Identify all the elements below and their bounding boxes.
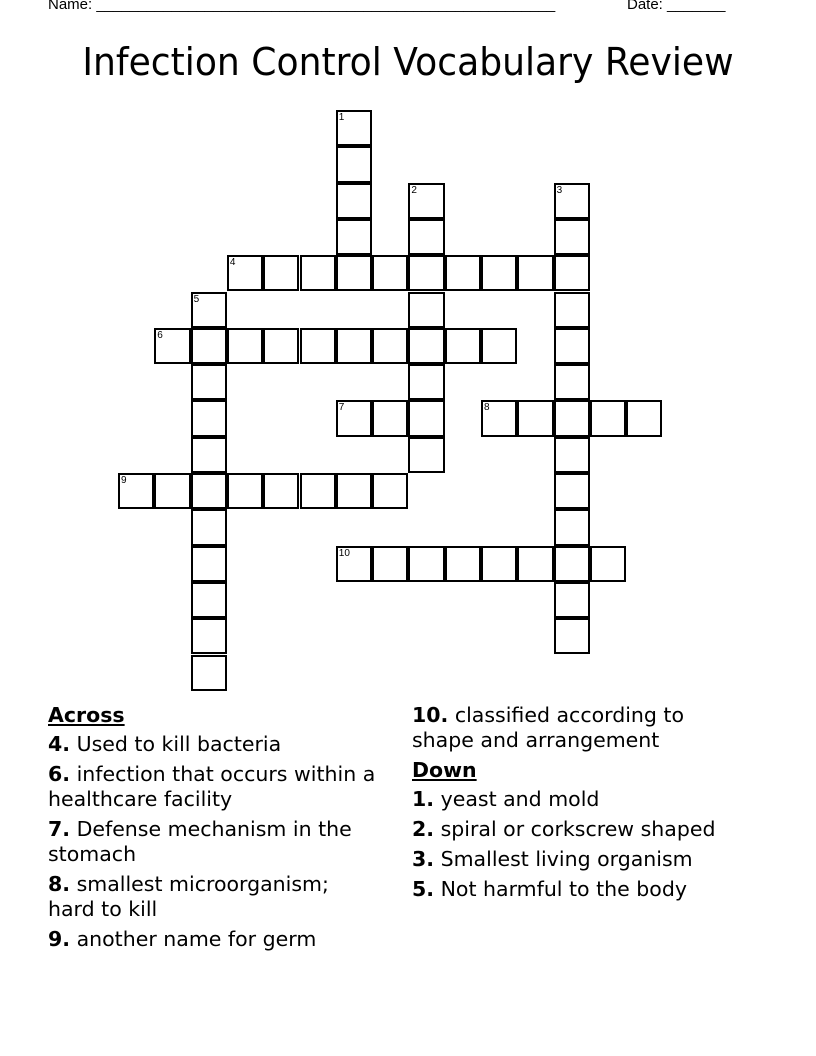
grid-cell[interactable] <box>263 328 299 364</box>
grid-cell[interactable] <box>408 219 444 255</box>
grid-cell[interactable] <box>445 328 481 364</box>
grid-cell[interactable] <box>408 292 444 328</box>
grid-cell[interactable] <box>481 255 517 291</box>
grid-cell[interactable] <box>408 255 444 291</box>
clue-number: 5 <box>193 293 200 305</box>
grid-cell[interactable] <box>336 255 372 291</box>
clue-down-1: 1. yeast and mold <box>412 787 600 811</box>
grid-cell[interactable] <box>445 255 481 291</box>
grid-cell[interactable] <box>372 473 408 509</box>
clue-number: 9 <box>121 475 127 486</box>
grid-cell[interactable] <box>554 219 590 255</box>
grid-cell[interactable] <box>336 219 372 255</box>
name-field[interactable]: Name: _______________________________________________________ <box>48 0 556 13</box>
grid-cell[interactable] <box>191 618 227 654</box>
grid-cell[interactable] <box>336 183 372 219</box>
grid-cell[interactable] <box>300 328 336 364</box>
grid-cell[interactable] <box>118 473 154 509</box>
clue-number: 1 <box>338 112 345 123</box>
grid-cell[interactable] <box>590 400 626 436</box>
grid-cell[interactable] <box>191 655 227 691</box>
grid-cell[interactable] <box>554 582 590 618</box>
clue-number: 8 <box>484 402 490 414</box>
grid-cell[interactable] <box>481 400 517 436</box>
grid-cell[interactable] <box>554 546 590 582</box>
clue-across-9: 9. another name for germ <box>48 927 317 951</box>
grid-cell[interactable] <box>300 255 336 291</box>
clue-number: 4 <box>229 257 236 269</box>
grid-cell[interactable] <box>336 328 372 364</box>
grid-cell[interactable] <box>191 546 227 582</box>
grid-cell[interactable] <box>300 473 336 509</box>
grid-cell[interactable] <box>191 473 227 509</box>
grid-cell[interactable] <box>517 546 553 582</box>
grid-cell[interactable] <box>191 328 227 364</box>
grid-cell[interactable] <box>408 546 444 582</box>
grid-cell[interactable] <box>191 400 227 436</box>
clues-column-right <box>412 703 742 907</box>
clue-down-3: 3. Smallest living organism <box>412 847 693 871</box>
clue-number: 7 <box>338 402 345 414</box>
grid-cell[interactable] <box>372 400 408 436</box>
grid-cell[interactable] <box>191 437 227 473</box>
clue-number: 3 <box>556 184 563 196</box>
clue-number: 6 <box>157 329 163 341</box>
page-title: Infection Control Vocabulary Review <box>82 40 734 84</box>
date-field[interactable]: Date: _______ <box>627 0 726 13</box>
grid-cell[interactable] <box>554 364 590 400</box>
grid-cell[interactable] <box>408 437 444 473</box>
grid-cell[interactable] <box>336 110 372 146</box>
grid-cell[interactable] <box>554 509 590 545</box>
grid-cell[interactable] <box>263 255 299 291</box>
grid-cell[interactable] <box>263 473 299 509</box>
grid-cell[interactable] <box>154 473 190 509</box>
grid-cell[interactable] <box>336 146 372 182</box>
grid-cell[interactable] <box>554 400 590 436</box>
grid-cell[interactable] <box>336 400 372 436</box>
grid-cell[interactable] <box>336 546 372 582</box>
grid-cell[interactable] <box>626 400 662 436</box>
grid-cell[interactable] <box>554 618 590 654</box>
grid-cell[interactable] <box>154 328 190 364</box>
grid-cell[interactable] <box>445 546 481 582</box>
clues-column-left <box>48 703 378 957</box>
grid-cell[interactable] <box>408 364 444 400</box>
grid-cell[interactable] <box>372 255 408 291</box>
grid-cell[interactable] <box>227 328 263 364</box>
grid-cell[interactable] <box>191 582 227 618</box>
across-heading: Across <box>48 703 125 727</box>
grid-cell[interactable] <box>191 509 227 545</box>
clue-number: 2 <box>411 184 417 196</box>
grid-cell[interactable] <box>554 183 590 219</box>
clue-across-6: 6. infection that occurs within a healthcare facility <box>48 762 376 811</box>
grid-cell[interactable] <box>191 292 227 328</box>
grid-cell[interactable] <box>554 437 590 473</box>
clue-number: 10 <box>338 547 350 559</box>
grid-cell[interactable] <box>590 546 626 582</box>
down-heading: Down <box>412 758 477 782</box>
grid-cell[interactable] <box>408 328 444 364</box>
grid-cell[interactable] <box>554 473 590 509</box>
grid-cell[interactable] <box>481 546 517 582</box>
clue-across-7: 7. Defense mechanism in the stomach <box>48 817 352 866</box>
grid-cell[interactable] <box>408 400 444 436</box>
grid-cell[interactable] <box>554 255 590 291</box>
clue-across-4: 4. Used to kill bacteria <box>48 732 282 756</box>
clue-down-5: 5. Not harmful to the body <box>412 877 687 901</box>
grid-cell[interactable] <box>191 364 227 400</box>
grid-cell[interactable] <box>408 183 444 219</box>
grid-cell[interactable] <box>481 328 517 364</box>
grid-cell[interactable] <box>336 473 372 509</box>
clue-across-8: 8. smallest microorganism; hard to kill <box>48 872 329 921</box>
grid-cell[interactable] <box>227 473 263 509</box>
grid-cell[interactable] <box>517 255 553 291</box>
grid-cell[interactable] <box>227 255 263 291</box>
grid-cell[interactable] <box>554 328 590 364</box>
grid-cell[interactable] <box>372 328 408 364</box>
grid-cell[interactable] <box>517 400 553 436</box>
grid-cell[interactable] <box>372 546 408 582</box>
clue-across-10: 10. classified according to shape and arrangement <box>412 703 685 752</box>
clue-down-2: 2. spiral or corkscrew shaped <box>412 817 716 841</box>
grid-cell[interactable] <box>554 292 590 328</box>
